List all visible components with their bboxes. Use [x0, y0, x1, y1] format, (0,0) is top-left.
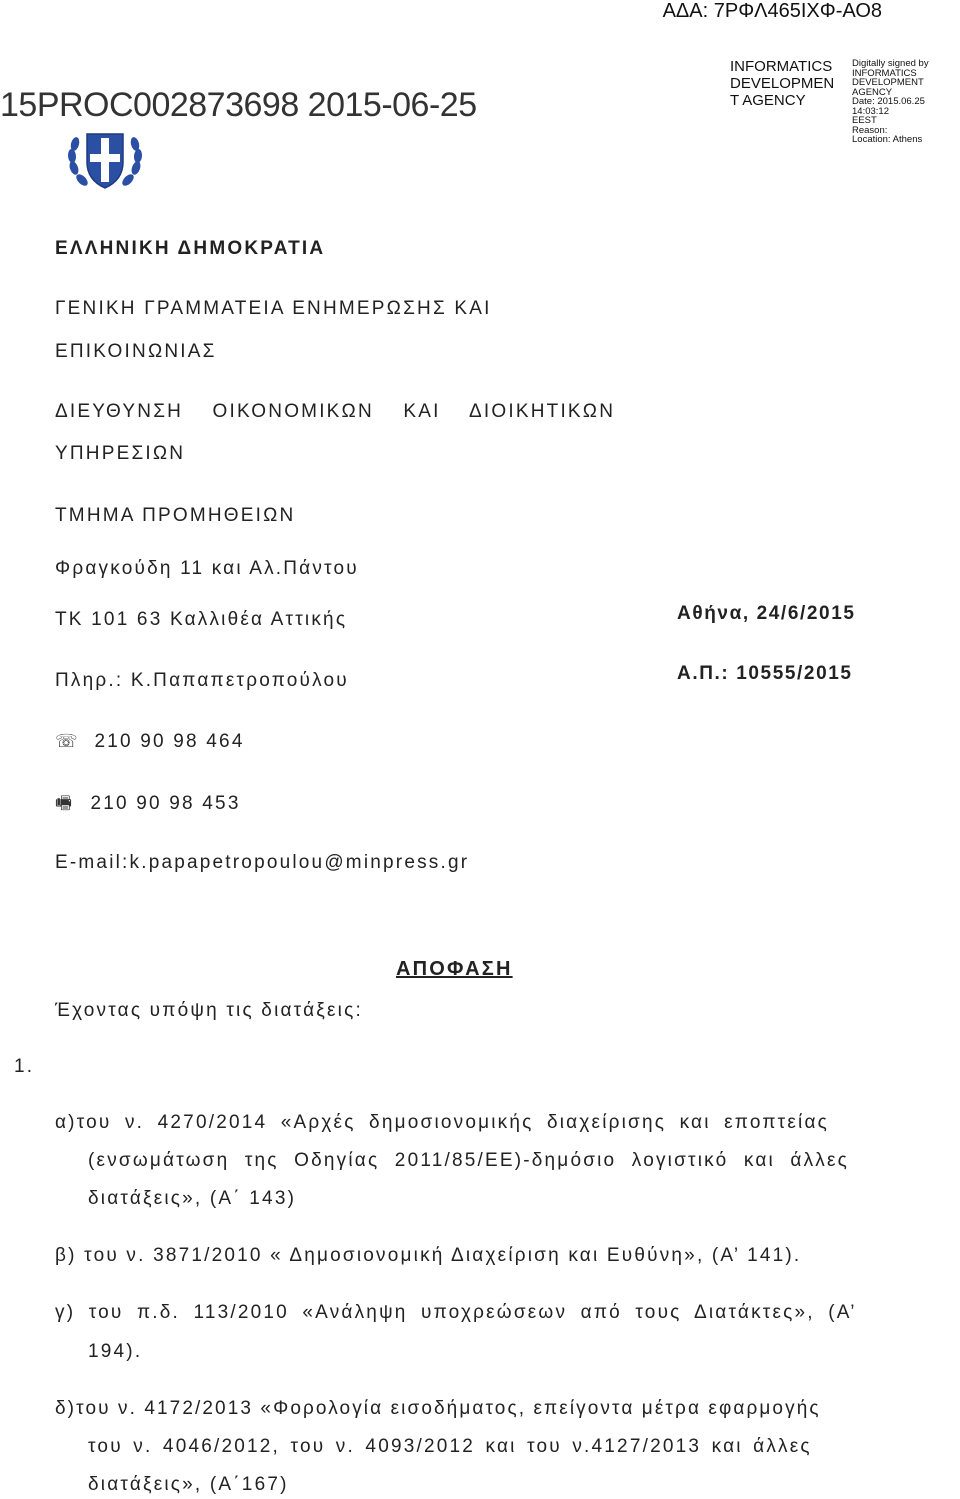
provision-a-line-3: διατάξεις», (Α΄ 143) — [88, 1188, 297, 1209]
ada-code: ΑΔΑ: 7ΡΦΛ465ΙΧΦ-ΑΟ8 — [662, 0, 882, 22]
secretariat-line-1: ΓΕΝΙΚΗ ΓΡΑΜΜΑΤΕΙΑ ΕΝΗΜΕΡΩΣΗΣ ΚΑΙ — [55, 298, 492, 319]
signature-line: Digitally signed by — [852, 58, 929, 69]
document-id: 15PROC002873698 2015-06-25 — [0, 86, 477, 124]
provision-c-line-2: 194). — [88, 1341, 143, 1362]
fax-number: 210 90 98 453 — [90, 793, 241, 814]
document-date: Αθήνα, 24/6/2015 — [677, 603, 856, 624]
signature-line: Location: Athens — [852, 134, 923, 145]
provision-d-line-3: διατάξεις», (Α΄167) — [88, 1474, 289, 1495]
org-line: INFORMATICS — [730, 58, 833, 75]
provision-d-line-1: δ)του ν. 4172/2013 «Φορολογία εισοδήματος, επείγοντα μέτρα εφαρμογής — [55, 1398, 821, 1419]
country-name: ΕΛΛΗΝΙΚΗ ΔΗΜΟΚΡΑΤΙΑ — [55, 238, 326, 259]
greek-coat-of-arms-icon — [66, 128, 144, 192]
signing-organization — [730, 58, 850, 109]
fax-icon: 🖷 — [55, 793, 75, 813]
provision-a-line-1: α)του ν. 4270/2014 «Αρχές δημοσιονομικής διαχείρισης και εποπτείας — [55, 1112, 829, 1133]
phone-row — [55, 731, 245, 753]
signature-line: Date: 2015.06.25 14:03:12 — [852, 96, 925, 117]
directorate-line-1: ΔΙΕΥΘΥΝΣΗ ΟΙΚΟΝΟΜΙΚΩΝ ΚΑΙ ΔΙΟΙΚΗΤΙΚΩΝ — [55, 401, 616, 422]
directorate-line-2: ΥΠΗΡΕΣΙΩΝ — [55, 443, 186, 464]
address-line-1: Φραγκούδη 11 και Αλ.Πάντου — [55, 558, 359, 579]
address-line-2: ΤΚ 101 63 Καλλιθέα Αττικής — [55, 609, 348, 630]
signature-line: EEST — [852, 115, 877, 126]
provision-c-line-1: γ) του π.δ. 113/2010 «Ανάληψη υποχρεώσεων από τους Διατάκτες», (Α’ — [55, 1302, 857, 1323]
org-line: DEVELOPMEN — [730, 75, 835, 92]
provision-b-line-1: β) του ν. 3871/2010 « Δημοσιονομική Διαχείριση και Ευθύνη», (Α’ 141). — [55, 1245, 802, 1266]
decision-title: ΑΠΟΦΑΣΗ — [396, 958, 513, 980]
org-line: T AGENCY — [730, 92, 806, 109]
secretariat-line-2: ΕΠΙΚΟΙΝΩΝΙΑΣ — [55, 341, 217, 362]
signature-line: DEVELOPMENT AGENCY — [852, 77, 924, 98]
fax-row — [55, 791, 241, 821]
phone-number: 210 90 98 464 — [94, 731, 245, 752]
contact-person: Πληρ.: Κ.Παπαπετροπούλου — [55, 670, 349, 691]
decision-intro: Έχοντας υπόψη τις διατάξεις: — [55, 1000, 363, 1021]
digital-signature-block — [852, 59, 960, 145]
signature-line: INFORMATICS — [852, 67, 917, 79]
protocol-number: Α.Π.: 10555/2015 — [677, 663, 853, 684]
signature-line: Reason: — [852, 124, 888, 136]
provision-d-line-2: του ν. 4046/2012, του ν. 4093/2012 και του ν.4127/2013 και άλλες — [88, 1436, 812, 1457]
list-marker: 1. — [14, 1056, 35, 1077]
provision-a-line-2: (ενσωμάτωση της Οδηγίας 2011/85/ΕΕ)-δημόσιο λογιστικό και άλλες — [88, 1150, 850, 1171]
telephone-icon: ☏ — [55, 731, 80, 751]
email-address: E-mail:k.papapetropoulou@minpress.gr — [55, 852, 470, 873]
department-name: ΤΜΗΜΑ ΠΡΟΜΗΘΕΙΩΝ — [55, 505, 296, 526]
